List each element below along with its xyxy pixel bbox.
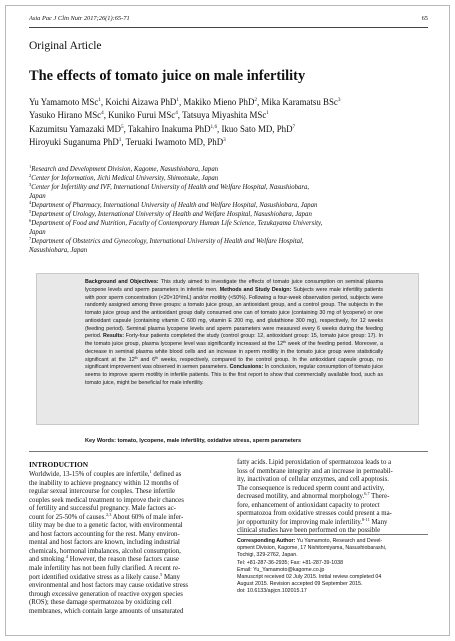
correspondence-rule [237,534,428,535]
affiliation-number: 4 [29,200,32,206]
correspondence-line: doi: 10.6133/apjcn.102015.17 [237,588,307,595]
body-text-line: mental and host factors are known, including industrial [29,539,180,547]
author-name: Kazumitsu Yamazaki [29,123,107,134]
body-text-line: fore, enhancement of antioxidant capacity to protect [237,501,380,509]
author-line: Yu Yamamoto MSc$^1$, Koichi Aizawa PhD$^1$, Makiko Mieno PhD$^2$, Mika Karamatsu BSc$^3$ [29,97,341,107]
journal-citation: Asia Pac J Clin Nutr 2017;26(1):65-71 [29,15,130,22]
affiliation-number: 7 [29,236,32,242]
author-affiliation-marker: 4 [101,110,104,117]
affiliation-number: 6 [29,218,32,224]
right-column-body [237,459,428,536]
article-title: The effects of tomato juice on male infertility [29,68,306,84]
affiliation-text: Department of Pharmacy, International University of Health and Welfare Hospital, Nasushiobara, Japan [31,202,318,210]
author-name: Ikuo Sato [221,123,258,134]
author-name: Tatsuya Miyashita [182,110,250,121]
author-affiliation-marker: 1 [176,97,179,103]
abstract-results-sup: th [134,355,138,360]
author-degree: PhD [238,97,255,107]
affiliation-number: 2 [29,173,32,179]
affiliation-text: Japan [29,193,46,201]
author-degree: MD [106,123,121,134]
author-degree: MSc [81,97,99,107]
body-text-line: environmental and host factors may cause oxidative stress [29,582,189,590]
author-degree: PhD [102,137,119,148]
abstract-results-sup: th [283,339,287,344]
body-text-line: couples seek medical treatment to improve their chances [29,496,184,504]
author-name: Koichi Aizawa [105,97,161,107]
abstract-results-text: weeks, respectively, compared to the control group. In the antioxidant capsule group, no significant improvement was observed in semen parameters. [85,356,383,371]
affiliation-text: Department of Food and Nutrition, Faculty of Contemporary Human Life Science, Tezukayama University, [31,220,323,228]
abstract-results-text: week of the feeding period. Moreover, a decrease in seminal plasma white blood cells and an increase in sperm motility in the tomato juice group were statistically significant at the 12 [85,341,383,363]
affiliation-line [29,201,434,210]
affiliation-text: Center for Information, Jichi Medical University, Shimotsuke, Japan [31,175,219,183]
abstract [85,279,383,388]
correspondence-line: Yu Yamamoto, Research and Devel- [295,538,383,544]
body-text-line: membranes, which contain large amounts of unsaturated [29,607,184,615]
author-name: Yasuko Hirano [29,110,85,121]
author-degree: MSc [84,110,102,121]
author-name: Teruaki Iwamoto [125,137,189,148]
correspondence-label: Corresponding Author: [237,538,296,544]
body-text-line: clinical studies have been performed on the possible [237,527,381,535]
body-text-line: of fertility and successful pregnancy. Male factors ac- [29,505,177,513]
body-text-line: through excessive generation of reactive oxygen species [29,590,183,598]
correspondence-line: Tochigi, 329-2762, Japan. [237,552,298,559]
author-degree: MD, PhD [188,137,224,148]
author-line: Hiroyuki Suganuma PhD$^1$, Teruaki Iwamoto MD, PhD$^3$ [29,137,226,148]
author-degree: MSc [249,110,267,121]
body-text-line: and host factors accounting for the rest. Many environ- [29,530,180,538]
affiliation-number: 1 [29,164,32,169]
affiliation-text: Nasushiobara, Japan [29,247,88,255]
affiliation-text: Japan [29,229,46,237]
author-degree: MSc [158,110,176,121]
body-text-line: regular sexual intercourse for couples. These infertile [29,488,176,496]
affiliation-number: 3 [29,182,32,188]
affiliation-list [29,165,434,255]
section-heading-introduction: INTRODUCTION [29,460,89,469]
correspondence-line: Manuscript received 02 July 2015. Initial review completed 04 [237,574,382,581]
page-number: 65 [421,15,428,22]
header-rule [29,27,428,28]
abstract-background-label: Background and Objectives: [85,279,159,285]
body-text-line: Worldwide, 13-15% of couples are infertile,$^1$ defined as [29,469,182,478]
abstract-conclusions-label: Conclusions: [229,364,264,371]
correspondence-block [237,538,428,596]
abstract-methods-text: Subjects were male infertility patients with poor sperm concentration (<20×10⁶/mL) and/or motility (<50%). Following a four-week observation period, subjects were randomly assigned among three groups: a tomato juice group, an antioxidant group, and a control group. The subjects in the tomato juice group and the antioxidant group daily consumed one can of tomato juice (containing 30 mg of lycopene) or one antioxidant capsule (containing vitamin C 600 mg, vitamin E 200 mg, and glutathione 300 mg), respectively, for 12 weeks (feeding period). Seminal plasma lycopene levels and sperm parameters were measured every 6 weeks during the feeding period. [85,286,383,340]
author-affiliation-marker: 1 [98,97,101,103]
abstract-results-text: and 6 [137,356,156,363]
affiliation-text: Department of Obstetrics and Gynecology, International University of Health and Welfare Hospital, [31,238,304,246]
abstract-background-text: This study aimed to investigate the effects of tomato juice consumption on seminal plasma lycopene levels and sperm parameters in infertile men. [85,279,383,293]
affiliation-line [29,192,434,201]
introduction-body [29,471,219,616]
affiliation-text: Department of Urology, International University of Health and Welfare Hospital, Nasushiobara, Japan [31,211,312,219]
author-line: Kazumitsu Yamazaki $MD^5$, Takahiro Inakuma PhD$^{1,6}$, Ikuo Sato MD, PhD$^7$ [29,123,296,134]
author-name: Takahiro Inakuma [127,123,195,134]
correspondence-line: August 2015. Revision accepted 09 September 2015. [237,581,363,588]
affiliation-line [29,165,434,174]
abstract-results-text: Forty-four patients completed the study (control group: 12, antioxidant group: 15, tomato juice group: 17). In the tomato juice group, plasma lycopene level was significantly increased at the 12 [85,333,383,347]
body-text-line: (ROS); these damage spermatozoa by oxidizing cell [29,599,172,607]
affiliation-text: Research and Development Division, Kagome, Nasushiobara, Japan [31,166,219,173]
body-text-line: male infertility has not been fully clarified. A recent re- [29,565,181,573]
author-degree: PhD [194,123,211,134]
abstract-results-sup: th [155,355,159,360]
body-text-line: loss of membrane integrity and an increase in permeabil- [237,467,393,475]
affiliation-line [29,246,434,255]
affiliation-line [29,237,434,246]
author-degree: MD, PhD [257,123,293,134]
body-text-line: the inability to achieve pregnancy within 12 months of [29,479,179,487]
author-degree: PhD [160,97,177,107]
correspondence-line: Tel: +81-287-36-2935; Fax: +81-287-39-1038 [237,559,344,566]
author-list [29,96,434,150]
author-affiliation-marker: 7 [292,123,296,130]
affiliation-line [29,219,434,228]
affiliation-line [29,210,434,219]
author-affiliation-marker: 5 [120,123,124,130]
author-name: Makiko Mieno [183,97,239,107]
author-affiliation-marker: 1 [118,137,122,144]
author-line: Yasuko Hirano MSc$^4$, Kuniko Furui MSc$^4$, Tatsuya Miyashita MSc$^1$ [29,110,269,121]
body-text-line: jor opportunity for improving male infertility.$^{8-11}$ Many [237,517,388,526]
body-text-line: spermatozoa from oxidative stresses could present a ma- [237,510,392,518]
abstract-results-label: Results: [103,333,125,340]
author-affiliation-marker: 1,6 [210,123,218,130]
affiliation-line [29,183,434,192]
body-text-line: decreased motility, and abnormal morphology.$^{6,7}$ There- [237,491,390,501]
author-affiliation-marker: 4 [175,110,178,117]
author-affiliation-marker: 3 [223,137,226,144]
body-text-line: chemicals, hormonal imbalances, alcohol consumption, [29,547,181,555]
correspondence-line: Email: Yu_Yamamoto@kagome.co.jp [237,566,325,573]
body-text-line: fatty acids. Lipid peroxidation of spermatozoa leads to a [237,459,392,466]
abstract-conclusions-text: In conclusion, regular consumption of tomato juice seems to improve sperm motility in infertile patients. This is the first report to show that commercially available food, such as tomato juice, might be beneficial for male infertility. [85,364,383,386]
author-name: Hiroyuki Suganuma [29,137,103,148]
article-type: Original Article [29,40,102,52]
body-text-line: ity, inactivation of cellular enzymes, and cell apoptosis. [237,476,389,484]
author-name: Kuniko Furui [108,110,159,121]
body-text-line: tility may be due to a genetic factor, with environmental [29,522,183,530]
body-text-line: The consequence is reduced sperm count and activity, [237,484,385,492]
affiliation-line [29,228,434,237]
left-column [29,459,219,616]
author-affiliation-marker: 2 [254,97,257,103]
affiliation-number: 5 [29,209,32,215]
abstract-methods-label: Methods and Study Design: [219,286,292,293]
author-affiliation-marker: 3 [337,97,341,103]
author-name: Yu Yamamoto [29,97,82,107]
body-text-line: port identified oxidative stress as a likely cause.$^5$ Many [29,571,180,581]
author-degree: BSc [323,97,338,107]
affiliation-text: Center for Infertility and IVF, International University of Health and Welfare Hospital, Nasushiobara, [31,184,310,192]
author-name: Mika Karamatsu [261,97,324,107]
right-column [237,459,428,536]
section-rule [29,451,428,452]
keywords: Key Words: tomato, lycopene, male infertility, oxidative stress, sperm parameters [85,438,302,444]
affiliation-line [29,174,434,183]
correspondence-line: opment Division, Kagome, 17 Nishitomiyama, Nasushiobarashi, [237,545,387,552]
running-header [29,14,428,24]
body-text-line: and smoking.$^4$ However, the reason these factors cause [29,554,179,564]
body-text-line: count for 25-50% of causes.$^{2,3}$ About 60% of male infer- [29,511,184,521]
author-affiliation-marker: 1 [266,110,269,117]
